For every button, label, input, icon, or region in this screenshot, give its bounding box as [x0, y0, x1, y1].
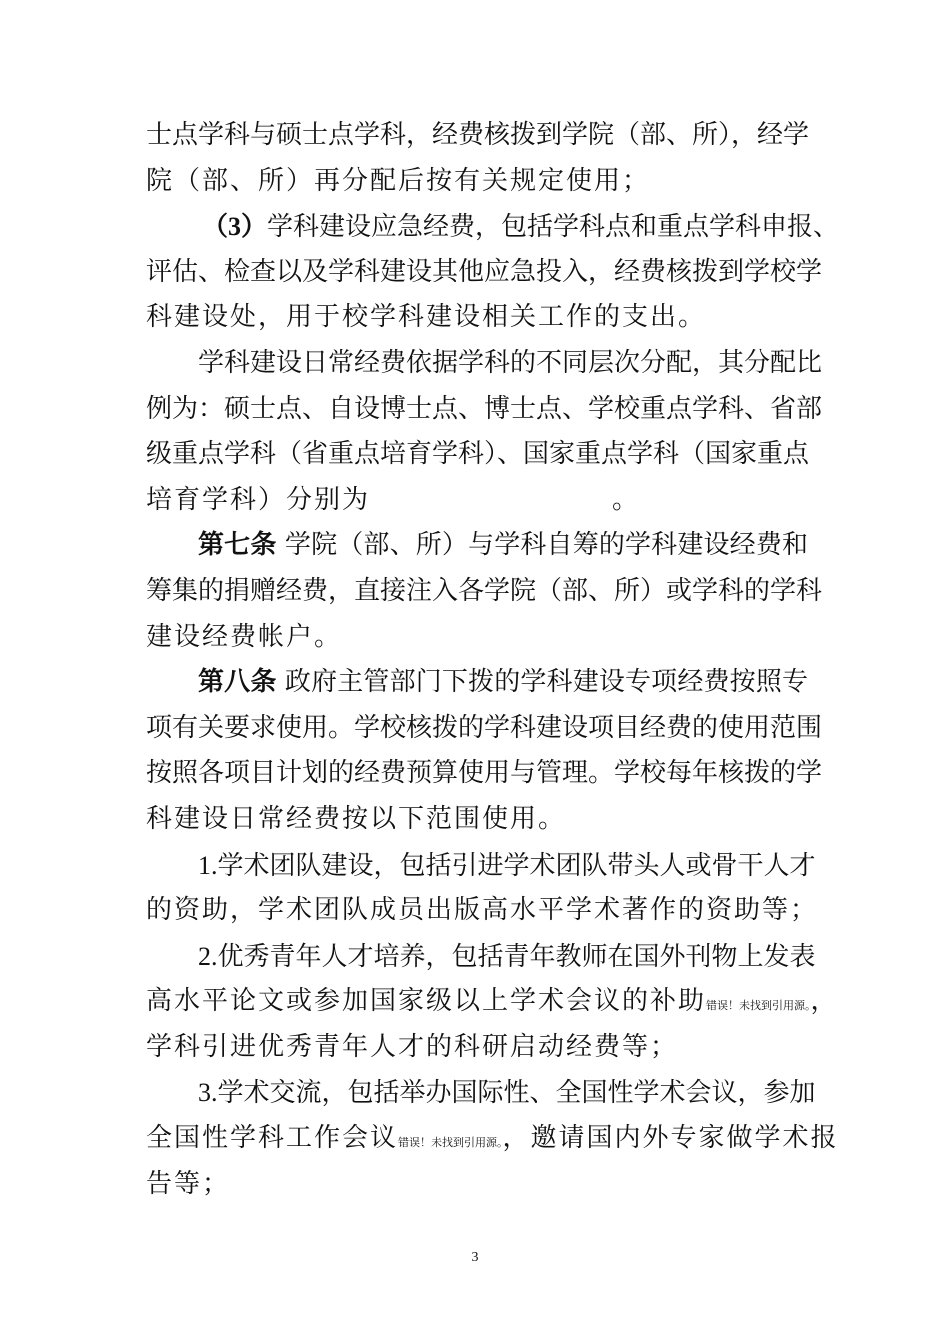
text-line	[146, 1116, 839, 1162]
article-heading: 第八条	[198, 667, 277, 698]
text-span: 全国性学科工作会议	[146, 1123, 399, 1154]
text-line	[146, 615, 808, 661]
text-line	[146, 523, 808, 569]
text-span: 学科建设应急经费，包括学科点和重点学科申报、	[267, 212, 840, 243]
text-line	[146, 888, 819, 934]
text-line	[146, 706, 823, 752]
text-line	[146, 569, 823, 615]
reference-error: 错误！未找到引用源。	[398, 1136, 503, 1150]
text-line	[146, 478, 808, 524]
text-span: 的资助，学术团队成员出版高水平学术著作的资助等；	[146, 895, 819, 926]
text-span: 学术交流，包括举办国际性、全国性学术会议，参加	[217, 1078, 816, 1109]
item-number: 3.	[198, 1078, 218, 1108]
text-span: 政府主管部门下拨的学科建设专项经费按照专	[284, 667, 808, 698]
text-line	[146, 295, 808, 341]
text-span: 学科建设日常经费依据学科的不同层次分配，其分配比	[198, 347, 823, 378]
text-line	[146, 660, 808, 706]
text-line	[146, 979, 839, 1025]
text-span: 学科引进优秀青年人才的科研启动经费等；	[146, 1031, 679, 1062]
text-span: 院（部、所）再分配后按有关规定使用；	[146, 165, 651, 196]
text-line	[146, 1162, 808, 1208]
item-number: 1.	[198, 850, 218, 880]
text-span: 优秀青年人才培养，包括青年教师在国外刊物上发表	[217, 941, 816, 972]
text-span: 学术团队建设，包括引进学术团队带头人或骨干人才	[217, 850, 816, 881]
text-line	[146, 250, 823, 296]
text-line	[146, 159, 808, 205]
page-number: 3	[471, 1250, 479, 1265]
text-span: 科建设处，用于校学科建设相关工作的支出。	[146, 302, 707, 333]
text-line	[146, 934, 816, 980]
text-span: 高水平论文或参加国家级以上学术会议的补助	[146, 986, 707, 1017]
article-heading: 第七条	[198, 530, 277, 561]
text-span: 科建设日常经费按以下范围使用。	[146, 803, 567, 834]
text-line	[146, 1070, 816, 1116]
text-line	[146, 113, 808, 159]
text-span: 评估、检查以及学科建设其他应急投入，经费核拨到学校学	[146, 256, 823, 287]
text-span: 士点学科与硕士点学科，经费核拨到学院（部、所），经学	[146, 120, 810, 150]
text-span: 例为：硕士点、自设博士点、博士点、学校重点学科、省部	[146, 393, 823, 424]
text-line	[146, 843, 816, 889]
text-span: 按照各项目计划的经费预算使用与管理。学校每年核拨的学	[146, 758, 823, 789]
text-span: 筹集的捐赠经费，直接注入各学院（部、所）或学科的学科	[146, 575, 823, 606]
text-span: 项有关要求使用。学校核拨的学科建设项目经费的使用范围	[146, 712, 823, 743]
text-span: 学院（部、所）与学科自筹的学科建设经费和	[284, 530, 808, 561]
text-line	[146, 432, 808, 478]
reference-error: 错误！未找到引用源。	[706, 999, 811, 1013]
text-span: ，	[810, 986, 839, 1017]
text-line	[146, 387, 823, 433]
text-span: 级重点学科（省重点培育学科）、国家重点学科（国家重点	[146, 439, 810, 470]
item-number: （3）	[202, 212, 268, 242]
text-span: 告等；	[146, 1168, 231, 1199]
text-line	[146, 751, 823, 797]
body-text	[146, 113, 840, 1207]
text-line	[146, 341, 823, 387]
text-span: ，邀请国内外专家做学术报	[502, 1123, 839, 1154]
text-span: 建设经费帐户。	[146, 621, 343, 652]
text-span: 培育学科）分别为	[146, 484, 371, 515]
text-line	[146, 1025, 808, 1071]
text-span: 。	[612, 484, 641, 515]
item-number: 2.	[198, 941, 218, 971]
text-line	[146, 204, 840, 250]
text-line	[146, 797, 808, 843]
